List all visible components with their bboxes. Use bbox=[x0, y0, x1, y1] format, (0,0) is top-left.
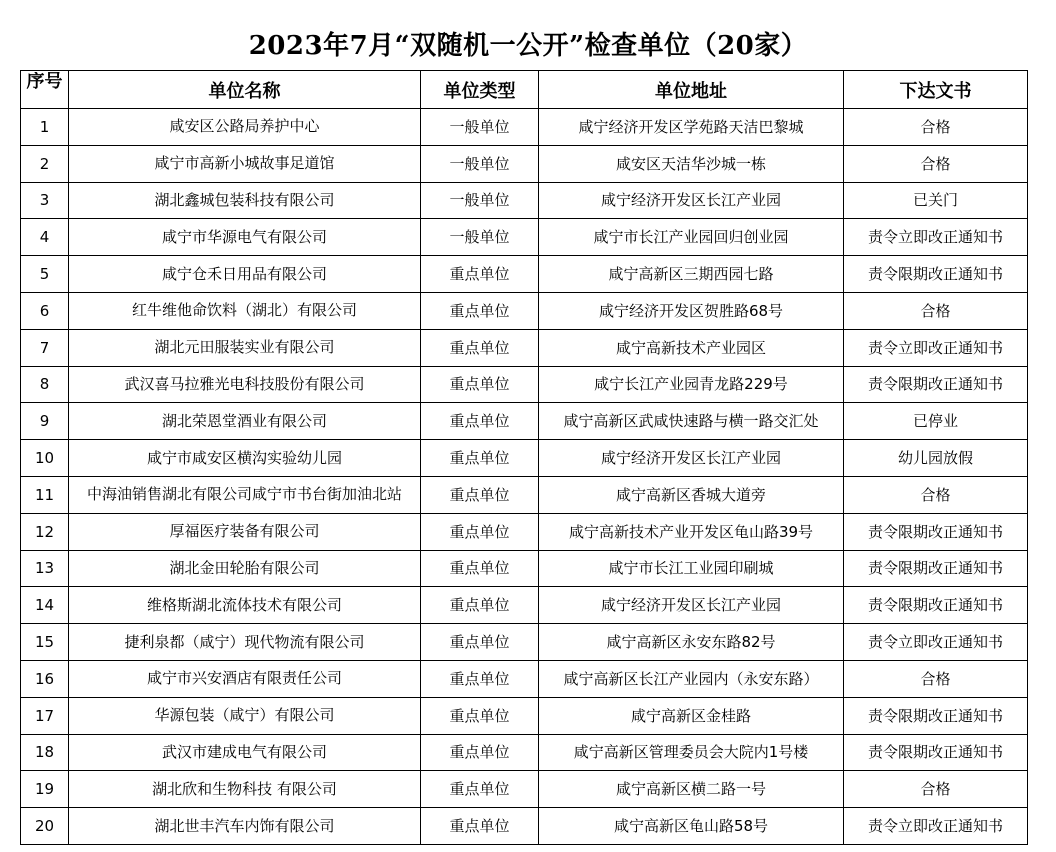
page-title: 2023年7月“双随机一公开”检查单位（20家） bbox=[248, 31, 808, 61]
cell-unit-name bbox=[69, 587, 421, 624]
unit-name-text: 咸宁市咸安区横沟实验幼儿园 bbox=[146, 448, 342, 467]
unit-name-text: 湖北元田服装实业有限公司 bbox=[154, 338, 335, 357]
cell-number: 5 bbox=[21, 256, 69, 293]
cell-unit-name bbox=[69, 440, 421, 477]
cell-unit-address: 咸安区天洁华沙城一栋 bbox=[539, 145, 844, 182]
cell-unit-name bbox=[69, 771, 421, 808]
table-row bbox=[21, 660, 1028, 697]
table-row bbox=[21, 587, 1028, 624]
cell-unit-type: 重点单位 bbox=[421, 587, 539, 624]
cell-document: 合格 bbox=[844, 771, 1028, 808]
cell-number: 18 bbox=[21, 734, 69, 771]
cell-number: 13 bbox=[21, 550, 69, 587]
cell-unit-name bbox=[69, 660, 421, 697]
unit-name-text: 华源包装（咸宁）有限公司 bbox=[154, 706, 335, 725]
header-seq: 序号 bbox=[21, 71, 69, 109]
cell-unit-type: 重点单位 bbox=[421, 808, 539, 845]
cell-document: 合格 bbox=[844, 476, 1028, 513]
table-row bbox=[21, 366, 1028, 403]
table-row bbox=[21, 219, 1028, 256]
cell-unit-type: 重点单位 bbox=[421, 256, 539, 293]
cell-unit-type: 重点单位 bbox=[421, 329, 539, 366]
cell-number: 15 bbox=[21, 624, 69, 661]
cell-unit-name bbox=[69, 366, 421, 403]
cell-document: 合格 bbox=[844, 109, 1028, 146]
cell-unit-name bbox=[69, 734, 421, 771]
cell-unit-name bbox=[69, 109, 421, 146]
unit-name-text: 咸宁市兴安酒店有限责任公司 bbox=[146, 669, 342, 688]
cell-document: 责令立即改正通知书 bbox=[844, 329, 1028, 366]
table-row bbox=[21, 550, 1028, 587]
cell-document: 责令立即改正通知书 bbox=[844, 808, 1028, 845]
table-row bbox=[21, 771, 1028, 808]
cell-number: 2 bbox=[21, 145, 69, 182]
cell-unit-name bbox=[69, 513, 421, 550]
cell-number: 12 bbox=[21, 513, 69, 550]
cell-unit-type: 重点单位 bbox=[421, 366, 539, 403]
cell-unit-address: 咸宁高新区长江产业园内（永安东路） bbox=[539, 660, 844, 697]
cell-document: 责令限期改正通知书 bbox=[844, 734, 1028, 771]
cell-document: 已停业 bbox=[844, 403, 1028, 440]
table-row bbox=[21, 145, 1028, 182]
cell-unit-address: 咸宁高新区三期西园七路 bbox=[539, 256, 844, 293]
cell-unit-type: 重点单位 bbox=[421, 440, 539, 477]
table-row bbox=[21, 109, 1028, 146]
cell-unit-name bbox=[69, 329, 421, 366]
table-row bbox=[21, 624, 1028, 661]
cell-unit-address: 咸宁高新区金桂路 bbox=[539, 697, 844, 734]
cell-unit-address: 咸宁经济开发区长江产业园 bbox=[539, 587, 844, 624]
table-row bbox=[21, 440, 1028, 477]
cell-unit-type: 重点单位 bbox=[421, 403, 539, 440]
cell-unit-address: 咸宁高新区武咸快速路与横一路交汇处 bbox=[539, 403, 844, 440]
cell-unit-type: 重点单位 bbox=[421, 292, 539, 329]
unit-name-text: 湖北荣恩堂酒业有限公司 bbox=[161, 411, 327, 430]
cell-number: 19 bbox=[21, 771, 69, 808]
cell-document: 合格 bbox=[844, 660, 1028, 697]
cell-unit-name bbox=[69, 219, 421, 256]
unit-name-text: 武汉喜马拉雅光电科技股份有限公司 bbox=[124, 374, 365, 393]
cell-unit-type: 重点单位 bbox=[421, 697, 539, 734]
cell-unit-type: 重点单位 bbox=[421, 734, 539, 771]
table-row bbox=[21, 292, 1028, 329]
cell-unit-name bbox=[69, 476, 421, 513]
cell-unit-address: 咸宁高新区永安东路82号 bbox=[539, 624, 844, 661]
cell-document: 已关门 bbox=[844, 182, 1028, 219]
cell-unit-address: 咸宁市长江产业园回归创业园 bbox=[539, 219, 844, 256]
cell-number: 1 bbox=[21, 109, 69, 146]
unit-name-text: 武汉市建成电气有限公司 bbox=[161, 742, 327, 761]
unit-name-text: 中海油销售湖北有限公司咸宁市书台街加油北站 bbox=[86, 485, 402, 504]
header-name: 单位名称 bbox=[69, 71, 421, 109]
cell-number: 10 bbox=[21, 440, 69, 477]
cell-document: 责令限期改正通知书 bbox=[844, 587, 1028, 624]
cell-unit-address: 咸宁高新区龟山路58号 bbox=[539, 808, 844, 845]
cell-unit-name bbox=[69, 145, 421, 182]
cell-unit-address: 咸宁市长江工业园印刷城 bbox=[539, 550, 844, 587]
inspection-table bbox=[20, 70, 1028, 845]
cell-unit-type: 重点单位 bbox=[421, 513, 539, 550]
header-type: 单位类型 bbox=[421, 71, 539, 109]
cell-number: 11 bbox=[21, 476, 69, 513]
cell-document: 合格 bbox=[844, 145, 1028, 182]
cell-number: 20 bbox=[21, 808, 69, 845]
cell-document: 责令限期改正通知书 bbox=[844, 256, 1028, 293]
cell-unit-type: 重点单位 bbox=[421, 550, 539, 587]
header-document: 下达文书 bbox=[844, 71, 1028, 109]
cell-unit-name bbox=[69, 292, 421, 329]
cell-document: 合格 bbox=[844, 292, 1028, 329]
unit-name-text: 咸宁市华源电气有限公司 bbox=[161, 227, 327, 246]
unit-name-text: 厚福医疗装备有限公司 bbox=[169, 522, 320, 541]
cell-document: 责令限期改正通知书 bbox=[844, 697, 1028, 734]
table-row bbox=[21, 476, 1028, 513]
cell-unit-name bbox=[69, 182, 421, 219]
cell-number: 17 bbox=[21, 697, 69, 734]
cell-unit-type: 重点单位 bbox=[421, 771, 539, 808]
table-row bbox=[21, 182, 1028, 219]
cell-number: 9 bbox=[21, 403, 69, 440]
table-row bbox=[21, 734, 1028, 771]
cell-number: 6 bbox=[21, 292, 69, 329]
cell-unit-address: 咸宁高新区香城大道旁 bbox=[539, 476, 844, 513]
header-address: 单位地址 bbox=[539, 71, 844, 109]
cell-document: 幼儿园放假 bbox=[844, 440, 1028, 477]
cell-unit-address: 咸宁长江产业园青龙路229号 bbox=[539, 366, 844, 403]
header-row bbox=[21, 71, 1028, 109]
cell-unit-name bbox=[69, 256, 421, 293]
table-row bbox=[21, 256, 1028, 293]
cell-number: 8 bbox=[21, 366, 69, 403]
unit-name-text: 湖北世丰汽车内饰有限公司 bbox=[154, 816, 335, 835]
cell-unit-name bbox=[69, 550, 421, 587]
cell-unit-name bbox=[69, 808, 421, 845]
cell-document: 责令立即改正通知书 bbox=[844, 219, 1028, 256]
unit-name-text: 维格斯湖北流体技术有限公司 bbox=[146, 595, 342, 614]
cell-unit-type: 一般单位 bbox=[421, 182, 539, 219]
cell-unit-address: 咸宁高新区管理委员会大院内1号楼 bbox=[539, 734, 844, 771]
cell-unit-type: 一般单位 bbox=[421, 109, 539, 146]
unit-name-text: 湖北鑫城包装科技有限公司 bbox=[154, 190, 335, 209]
cell-unit-address: 咸宁经济开发区学苑路天洁巴黎城 bbox=[539, 109, 844, 146]
unit-name-text: 湖北金田轮胎有限公司 bbox=[169, 558, 320, 577]
cell-unit-name bbox=[69, 403, 421, 440]
table-body bbox=[21, 109, 1028, 845]
table-row bbox=[21, 329, 1028, 366]
table-row bbox=[21, 513, 1028, 550]
cell-unit-address: 咸宁经济开发区长江产业园 bbox=[539, 182, 844, 219]
unit-name-text: 咸宁市高新小城故事足道馆 bbox=[154, 154, 335, 173]
unit-name-text: 捷利泉都（咸宁）现代物流有限公司 bbox=[124, 632, 365, 651]
cell-number: 3 bbox=[21, 182, 69, 219]
cell-document: 责令立即改正通知书 bbox=[844, 624, 1028, 661]
cell-number: 14 bbox=[21, 587, 69, 624]
cell-unit-type: 重点单位 bbox=[421, 624, 539, 661]
cell-unit-name bbox=[69, 697, 421, 734]
cell-unit-type: 重点单位 bbox=[421, 476, 539, 513]
cell-document: 责令限期改正通知书 bbox=[844, 550, 1028, 587]
unit-name-text: 咸安区公路局养护中心 bbox=[169, 117, 320, 136]
cell-number: 7 bbox=[21, 329, 69, 366]
cell-unit-name bbox=[69, 624, 421, 661]
cell-unit-address: 咸宁经济开发区长江产业园 bbox=[539, 440, 844, 477]
table-row bbox=[21, 697, 1028, 734]
cell-unit-address: 咸宁经济开发区贺胜路68号 bbox=[539, 292, 844, 329]
unit-name-text: 咸宁仓禾日用品有限公司 bbox=[161, 264, 327, 283]
cell-unit-address: 咸宁高新技术产业开发区龟山路39号 bbox=[539, 513, 844, 550]
table-row bbox=[21, 403, 1028, 440]
cell-unit-type: 重点单位 bbox=[421, 660, 539, 697]
cell-unit-address: 咸宁高新区横二路一号 bbox=[539, 771, 844, 808]
cell-document: 责令限期改正通知书 bbox=[844, 366, 1028, 403]
table-row bbox=[21, 808, 1028, 845]
cell-number: 4 bbox=[21, 219, 69, 256]
cell-number: 16 bbox=[21, 660, 69, 697]
cell-unit-type: 一般单位 bbox=[421, 145, 539, 182]
cell-unit-type: 一般单位 bbox=[421, 219, 539, 256]
unit-name-text: 湖北欣和生物科技 有限公司 bbox=[152, 779, 337, 798]
cell-document: 责令限期改正通知书 bbox=[844, 513, 1028, 550]
cell-unit-address: 咸宁高新技术产业园区 bbox=[539, 329, 844, 366]
unit-name-text: 红牛维他命饮料（湖北）有限公司 bbox=[131, 301, 357, 320]
